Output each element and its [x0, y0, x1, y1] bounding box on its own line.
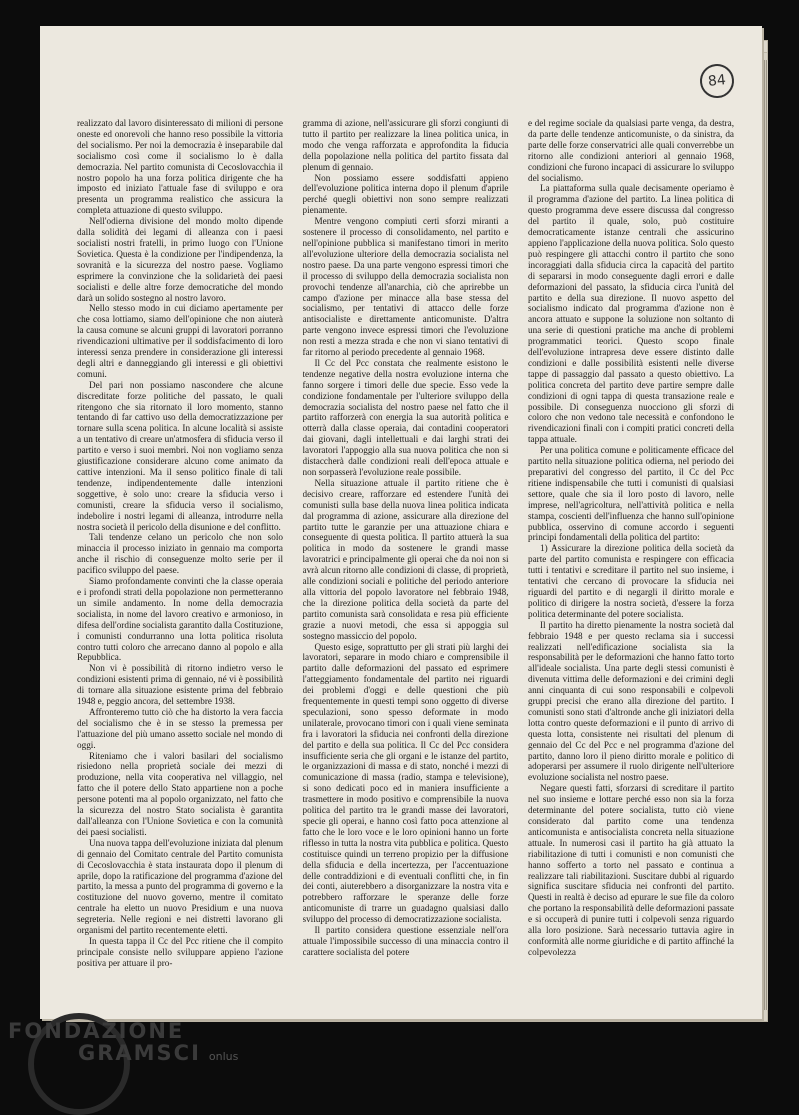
- watermark-line-2: GRAMSCI: [78, 1041, 201, 1065]
- paragraph: Una nuova tappa dell'evoluzione iniziata dal plenum di gennaio del Comitato centrale del Partito comunista di Cecoslovacchia è stata instaurata dopo il plenum di aprile, dopo la ratificazione del programma d'azione del partito, la messa a punto del programma di governo e la costituzione del nuovo governo, mentre il comitato centrale ha eletto un nuovo Presidium e una nuova segreteria. Nelle regioni e nei distretti lavorano gli organismi del partito recentemente eletti.: [77, 837, 283, 936]
- stacked-pages-edge: [763, 60, 768, 1010]
- column-1: [77, 118, 283, 993]
- paragraph: 1) Assicurare la direzione politica della società da parte del partito comunista e respingere con efficacia tutti i tentativi e screditare il partito nel suo insieme, i tentativi che cercano di provocare la sfiducia nei riguardi del partito e di negargli il diritto morale e politico di dirigere la nostra società, d'essere la forza politica determinante del potere socialista.: [528, 543, 734, 619]
- paragraph: Affronteremo tutto ciò che ha distorto la vera faccia del socialismo che è in se stesso la premessa per l'attuazione del più umano assetto sociale nel mondo di oggi.: [77, 706, 283, 750]
- paragraph: Del pari non possiamo nascondere che alcune discreditate forze politiche del passato, le quali ritengono che sia ritornato il loro momento, stanno tentando di far cattivo uso della democratizzazione per tornare sulla scena politica. In alcune località si assiste a un tentativo di creare un'atmosfera di sfiducia verso il partito e verso i suoi membri. Noi non vogliamo senza giustificazione considerare alcuno come animato da cattive intenzioni. Ma il senso politico finale di tali tendenze, indipendentemente dalle intenzioni soggettive, è solo uno: creare la sfiducia verso i comunisti, creare la sfiducia verso il socialismo, indebolire i nostri legami di alleanza, introdurre nella nostra società il pericolo della disunione e del conflitto.: [77, 379, 283, 532]
- paragraph: Negare questi fatti, sforzarsi di screditare il partito nel suo insieme e lottare perché esso non sia la forza determinante del potere socialista, tutto ciò viene considerato dal partito come una tendenza anticomunista e antisocialista concreta nella situazione attuale. In numerosi casi il partito ha già attuato la riabilitazione di tutti i comunisti e non comunisti che hanno sofferto a torto nel passato e continua a realizzare tali riabilitazioni. Suscitare dubbi al riguardo significa suscitare sfiducia nei confronti del partito. Questi in realtà è deciso ad epurare le sue file da coloro che portano la responsabilità delle deformazioni passate e si occuperà di punire tutti i colpevoli senza riguardo alla loro posizione. Sarà necessario tuttavia agire in conformità alle norme giuridiche e di partito affinché la colpevolezza: [528, 783, 734, 957]
- archive-watermark: [8, 1020, 238, 1068]
- paragraph: Nell'odierna divisione del mondo molto dipende dalla solidità dei legami di alleanza con i paesi socialisti nostri fratelli, in primo luogo con l'Unione Sovietica. Questa è la condizione per l'indipendenza, la sovranità e la sicurezza del nostro paese. Vogliamo esprimere la convinzione che la solidarietà dei paesi socialisti e delle altre forze democratiche del mondo darà un solido sostegno al nostro lavoro.: [77, 216, 283, 303]
- column-2: [303, 118, 509, 993]
- paragraph: Tali tendenze celano un pericolo che non solo minaccia il processo iniziato in gennaio ma comporta anche il rischio di conseguenze molto serie per il pacifico sviluppo del paese.: [77, 532, 283, 576]
- paragraph: realizzato dal lavoro disinteressato di milioni di persone oneste ed onorevoli che hanno reso possibile la vittoria del socialismo. Per noi la democrazia è inseparabile dal socialismo così come il socialismo lo è dalla democrazia. Nel partito comunista di Cecoslovacchia il nostro popolo ha una forza politica dirigente che ha imposto ed iniziato l'attuale fase di sviluppo e ora presenta un programma realistico che assicura la completa attuazione di questo sviluppo.: [77, 118, 283, 216]
- paragraph: Questo esige, soprattutto per gli strati più larghi dei lavoratori, separare in modo chiaro e comprensibile il partito dalle deformazioni del passato ed esprimere l'atteggiamento fondamentale del partito nei riguardi dei problemi d'oggi e delle questioni che più frequentemente in questi tempi sono oggetto di diverse speculazioni, sono spesso deformate in modo unilaterale, provocano timori con i quali viene seminata fra i lavoratori la sfiducia nei confronti della direzione del partito e della sua politica. Il Cc del Pcc considera insufficiente seria che gli organi e le istanze del partito, le organizzazioni di massa e di stato, nonché i mezzi di comunicazione di massa (radio, stampa e televisione), si sono dedicati poco ed in maniera insufficiente a trasmettere in modo positivo e comprensibile la nuova politica del partito tra le grandi masse dei lavoratori, specie gli operai, e hanno così fatto poca attenzione al fatto che le loro voce e le loro opinioni hanno un forte riflesso in tutta la nostra vita pubblica e politica. Questo costituisce quindi un terreno propizio per la diffusione della sfiducia e della incertezza, per l'accentuazione delle contraddizioni e di eventuali conflitti che, in fin dei conti, aiuterebbero a disorganizzare la nostra vita e potrebbero rafforzare le speranze delle forze anticomuniste di trarre un guadagno qualsiasi dallo sviluppo del processo di democratizzazione socialista.: [302, 641, 509, 925]
- paragraph: In questa tappa il Cc del Pcc ritiene che il compito principale consiste nello sviluppare appieno l'azione positiva per attuare il pro-: [77, 935, 283, 968]
- paragraph: Non possiamo essere soddisfatti appieno dell'evoluzione politica interna dopo il plenum d'aprile perché quegli obiettivi non sono sempre realizzati pienamente.: [302, 172, 509, 216]
- watermark-suffix: onlus: [208, 1050, 239, 1063]
- paragraph: gramma di azione, nell'assicurare gli sforzi congiunti di tutto il partito per realizzare la linea politica unica, in modo che venga rafforzata e approfondita la fiducia della popolazione nella politica del partito fissata dal plenum di gennaio.: [302, 118, 509, 172]
- paragraph: Non vi è possibilità di ritorno indietro verso le condizioni esistenti prima di gennaio, né vi è possibilità di tornare alla situazione esistente prima del febbraio 1948 e, peggio ancora, del settembre 1938.: [77, 663, 283, 707]
- handwritten-page-number: 84: [698, 62, 735, 99]
- paragraph: Nella situazione attuale il partito ritiene che è decisivo creare, rafforzare ed estendere l'unità dei comunisti sulla base della nuova linea politica indicata dal programma di azione, assicurare alla direzione del partito tutte le garanzie per una attuazione chiara e conseguente di questa politica. Il partito attuerà la sua politica in modo da sostenere le grandi masse lavoratrici e principalmente gli operai che da noi non si avrà alcun ritorno alle condizioni di classe, di proprietà, alle condizioni sociali e politiche del periodo anteriore alla vittoria del popolo lavoratore nel febbraio 1948, che la direzione politica della società da parte del partito comunista sarà consolidata e resa più efficiente grazie a nuovi metodi, che essa si appoggia sul sostegno massiccio del popolo.: [302, 477, 509, 641]
- paragraph: Il Cc del Pcc constata che realmente esistono le tendenze negative della nostra evoluzione interna che fanno sorgere i timori delle due specie. Esso vede la condizione fondamentale per l'ulteriore sviluppo della democrazia socialista del nostro paese nel fatto che il partito rafforzerà con energia la sua autorità politica e otterrà dalla classe operaia, dai contadini cooperatori dai giovani, dagli intellettuali e dai larghi strati dei lavoratori l'appoggio alla sua nuova politica che non si distaccherà dalle condizioni reali dell'epoca attuale e non sorpasserà l'evoluzione reale possibile.: [302, 357, 509, 477]
- paragraph: Per una politica comune e politicamente efficace del partito nella situazione politica odierna, nel periodo dei preparativi del congresso del partito, il Cc del Pcc ritiene indispensabile che tutti i comunisti di qualsiasi settore, quale che sia il loro posto di lavoro, nelle imprese, nell'agricoltura, nell'attività politica e nella stampa, coscienti dell'influenza che hanno sull'opinione pubblica, osservino di comune accordo i seguenti principi fondamentali della politica del partito:: [528, 445, 734, 543]
- paragraph: Il partito considera questione essenziale nell'ora attuale l'impossibile successo di una minaccia contro il carattere socialista del potere: [302, 925, 509, 957]
- paragraph: Riteniamo che i valori basilari del socialismo risiedono nella proprietà sociale dei mezzi di produzione, nella vita cooperativa nel villaggio, nel fatto che il potere dello Stato appartiene non a poche persone potenti ma al popolo organizzato, nel fatto che la sicurezza del nostro Stato socialista è garantita dall'alleanza con l'Unione Sovietica e con la comunità dei paesi socialisti.: [77, 750, 283, 837]
- paragraph: Il partito ha diretto pienamente la nostra società dal febbraio 1948 e per questo reclama sia i successi realizzati nell'edificazione socialista sia la responsabilità per le deformazioni che hanno fatto torto all'ideale socialista. Una parte degli stessi comunisti è divenuta vittima delle deformazioni e dei crimini degli anni cinquanta di cui sono responsabili e colpevoli gruppi precisi che erano alla direzione del partito. I comunisti sono stati d'altronde anche gli iniziatori della lotta contro queste deformazioni e il punto di arrivo di questa lotta, consistente nei risultati del plenum di gennaio del Cc del Pcc e nel programma d'azione del partito, danno loro il pieno diritto morale e politico di adoperarsi per assumere il ruolo dirigente nell'ulteriore evoluzione socialista nel nostro paese.: [528, 619, 734, 783]
- paragraph: e del regime sociale da qualsiasi parte venga, da destra, da parte delle tendenze anticomuniste, o da sinistra, da parte delle forze conservatrici alle quali converrebbe un ritorno alle condizioni anteriori al gennaio 1968, condizioni che furono incapaci di assicurare lo sviluppo del socialismo.: [528, 118, 734, 183]
- watermark-line-1: FONDAZIONE: [8, 1019, 185, 1043]
- paragraph: La piattaforma sulla quale decisamente operiamo è il programma d'azione del partito. La linea politica di questo programma deve essere discussa dal congresso del partito il quale, solo, può costituire democraticamente istanze centrali che assicurino appieno l'applicazione della nuova politica. Solo questo può respingere gli attacchi contro il partito che sono incoraggiati dalla sfiducia circa la capacità del partito di separarsi in modo conseguente dagli errori e dalle deformazioni del passato, la sfiducia circa l'unità del partito e della sua direzione. Il nuovo aspetto del socialismo indicato dal programma d'azione non è ancora attuato e suppone la soluzione non soltanto di una serie di questioni pratiche ma anche di problemi programmatici teorici. Questo scopo finale dell'evoluzione intrapresa deve essere distinto dalle condizioni e dalle possibilità esistenti nelle diverse tappe di passaggio dal passato a questo obiettivo. La politica concreta del partito deve partire sempre dalle condizioni di ogni tappa di questa transazione reale e possibile. Di conseguenza nuocciono gli sforzi di coloro che non vedono tale necessità e confondono le rivendicazioni finali con i compiti pratici concreti della tappa attuale.: [528, 183, 734, 445]
- paragraph: Mentre vengono compiuti certi sforzi miranti a sostenere il processo di consolidamento, nel partito e nell'opinione pubblica si manifestano timori in merito all'evoluzione ulteriore della democrazia socialista nel nostro paese. Da una parte vengono espressi timori che il processo di sviluppo della democrazia socialista non provochi tendenze all'anarchia, ciò che aprirebbe un campo d'azione per minacce alla base stessa del socialismo, per tentativi di attacco delle forze antisocialiste e direttamente anticomuniste. D'altra parte vengono invece espressi timori che l'evoluzione non resti a mezza strada e che non vi siano tentativi di far ritorno al periodo precedente al gennaio 1968.: [302, 216, 509, 358]
- document-page: [40, 26, 762, 1019]
- text-columns: [77, 118, 734, 993]
- column-3: [528, 118, 734, 993]
- paragraph: Nello stesso modo in cui diciamo apertamente per che cosa lottiamo, siamo dell'opinione che non aiuterà la causa comune se alcuni gruppi di lavoratori porranno rivendicazioni ultimative per il soddisfacimento di loro interessi senza prendere in considerazione gli interessi degli altri e danneggiando gli interessi e gli obiettivi comuni.: [77, 303, 283, 379]
- paragraph: Siamo profondamente convinti che la classe operaia e i profondi strati della popolazione non permetteranno un simile andamento. In nome della democrazia socialista, in nome del lavoro creativo e armonioso, in difesa dell'ordine socialista garantito dalla Costituzione, i comunisti condurranno una lotta politica risoluta contro tutti coloro che arrecano danno al popolo e alla Repubblica.: [77, 576, 283, 663]
